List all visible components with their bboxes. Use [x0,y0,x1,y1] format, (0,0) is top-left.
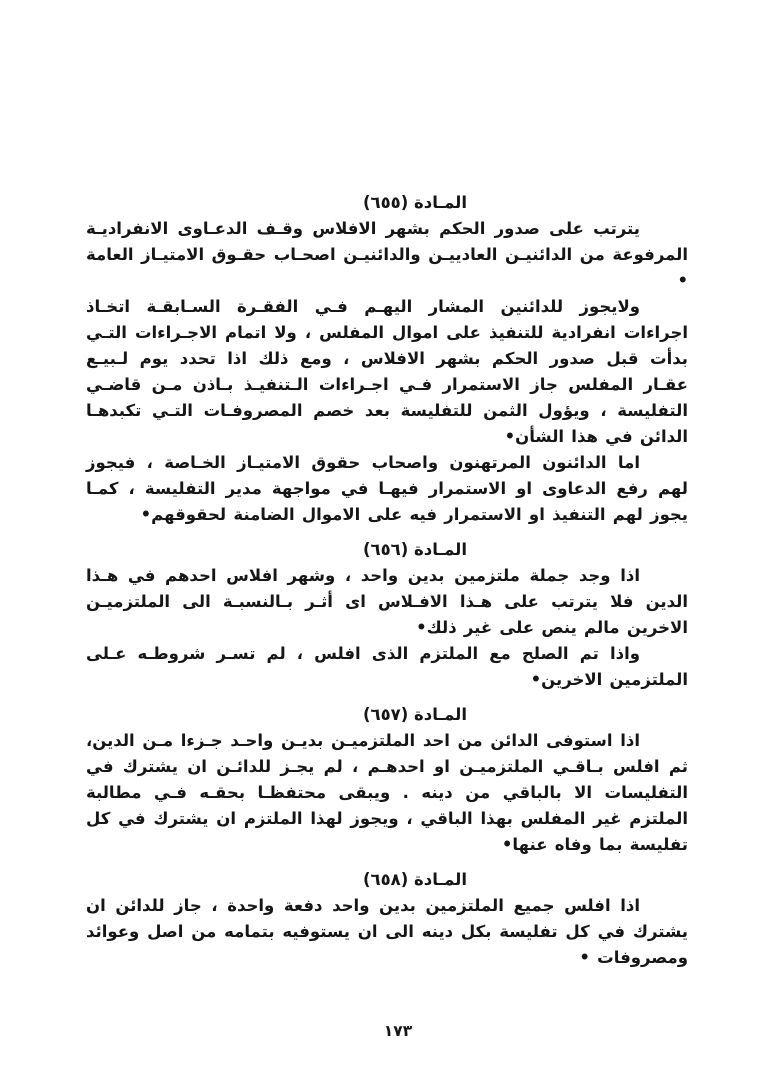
article-heading: المـادة (٦٥٥) [362,193,467,212]
page-number: ١٧٣ [383,1022,413,1040]
article-656 [86,537,688,693]
article-paragraph: واذا تم الصلح مع الملتزم الذى افلس ، لم تسـر شروطـه عـلى الملتزمين الاخرين• [86,644,688,689]
article-paragraph: يترتب على صدور الحكم بشهر الافلاس وقـف الدعـاوى الانفراديـة المرفوعة من الدائنيـن العادييـن والدائنيـن اصحـاب حقـوق الامتيـاز العامة • [86,219,688,290]
article-paragraph: اما الدائنون المرتهنون واصحاب حقوق الامتيـاز الخـاصة ، فيجوز لهم رفع الدعاوى او الاستمرار فيهـا في مواجهة مدير التفليسة ، كمـا يجوز لهم التنفيذ او الاستمرار فيه على الاموال الضامنة لحقوقهم• [86,453,688,524]
article-heading: المـادة (٦٥٨) [362,870,467,889]
article-paragraph: اذا استوفى الدائن من احد الملتزميـن بديـن واحـد جـزءا مـن الدين، ثم افلس بـاقـي الملتزميـن او احدهـم ، لم يجـز للدائـن ان يشترك في التفليسات الا بالباقي من دينه . ويبقى محتفظـا بحقـه فـي مطالبة الملتزم غير المفلس بهذا الباقي ، ويجوز لهذا الملتزم ان يشترك في كل تفليسة بما وفاه عنها• [86,731,688,854]
article-heading: المـادة (٦٥٦) [362,540,467,559]
article-658 [86,867,688,971]
article-655 [86,190,688,528]
article-paragraph: اذا وجد جملة ملتزمين بدين واحد ، وشهر افلاس احدهم في هـذا الدين فلا يترتب على هـذا الافـلاس اى أثـر بـالنسبـة الى الملتزميـن الاخرين مالم ينص على غير ذلك• [86,566,688,637]
article-paragraph: اذا افلس جميع الملتزمين بدين واحد دفعة واحدة ، جاز للدائن ان يشترك في كل تفليسة بكل دينه الى ان يستوفيه بتمامه من اصل وعوائد ومصروفات • [86,896,688,967]
article-657 [86,702,688,858]
article-heading: المـادة (٦٥٧) [362,705,467,724]
text-block [86,190,688,971]
article-paragraph: ولايجوز للدائنين المشار اليهـم فـي الفقـرة السـابقـة اتخـاذ اجراءات انفرادية للتنفيذ على اموال المفلس ، ولا اتمام الاجـراءات التـي بدأت قبل صدور الحكم بشهر الافلاس ، ومع ذلك اذا تحدد يوم لـبيـع عقـار المفلس جاز الاستمرار فـي اجـراءات الـتنفيـذ بـاذن مـن قاضـي التفليسة ، ويؤول الثمن للتفليسة بعد خصم المصروفـات التـي تكبدهـا الدائن في هذا الشأن• [86,297,688,446]
